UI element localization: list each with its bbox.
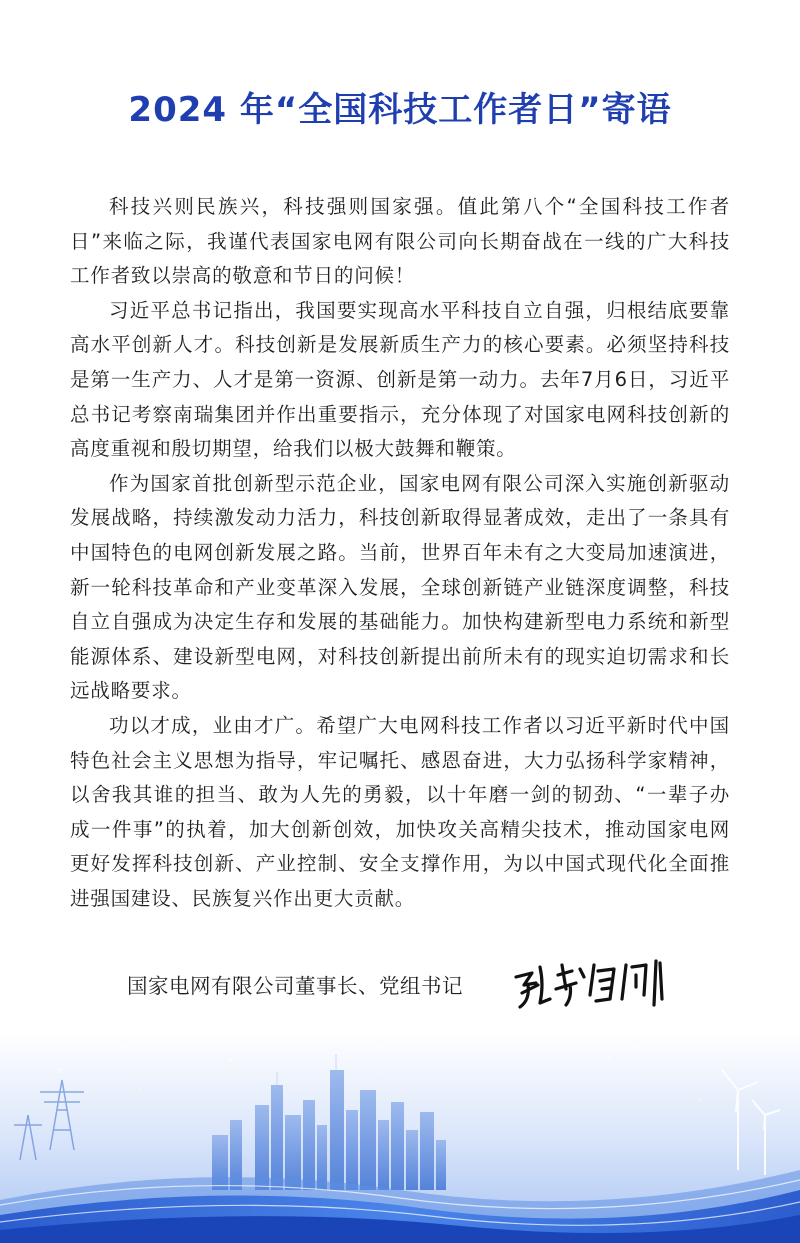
page-title: 2024 年“全国科技工作者日”寄语 — [128, 90, 672, 130]
handwritten-signature — [510, 955, 670, 1015]
signatory-title: 国家电网有限公司董事长、党组书记 — [127, 974, 463, 998]
letter-body — [70, 190, 730, 916]
paragraph-2: 习近平总书记指出，我国要实现高水平科技自立自强，归根结底要靠高水平创新人才。科技创新是发展新质生产力的核心要素。必须坚持科技是第一生产力、人才是第一资源、创新是第一动力。去年7月6日，习近平总书记考察南瑞集团并作出重要指示，充分体现了对国家电网科技创新的高度重视和殷切期望，给我们以极大鼓舞和鞭策。 — [70, 298, 730, 461]
paragraph-1: 科技兴则民族兴，科技强则国家强。值此第八个“全国科技工作者日”来临之际，我谨代表国家电网有限公司向长期奋战在一线的广大科技工作者致以崇高的敬意和节日的问候！ — [70, 195, 730, 288]
paragraph-4: 功以才成，业由才广。希望广大电网科技工作者以习近平新时代中国特色社会主义思想为指导，牢记嘱托、感恩奋进，大力弘扬科学家精神，以舍我其谁的担当、敢为人先的勇毅，以十年磨一剑的韧劲、“一辈子办成一件事”的执着，加大创新创效，加快攻关高精尖技术，推动国家电网更好发挥科技创新、产业控制、安全支撑作用，为以中国式现代化全面推进强国建设、民族复兴作出更大贡献。 — [70, 713, 730, 910]
signature-block — [127, 965, 687, 1015]
city-skyline-banner — [0, 1030, 800, 1243]
paragraph-3: 作为国家首批创新型示范企业，国家电网有限公司深入实施创新驱动发展战略，持续激发动力活力，科技创新取得显著成效，走出了一条具有中国特色的电网创新发展之路。当前，世界百年未有之大变局加速演进，新一轮科技革命和产业变革深入发展，全球创新链产业链深度调整，科技自立自强成为决定生存和发展的基础能力。加快构建新型电力系统和新型能源体系、建设新型电网，对科技创新提出前所未有的现实迫切需求和长远战略要求。 — [70, 471, 730, 703]
